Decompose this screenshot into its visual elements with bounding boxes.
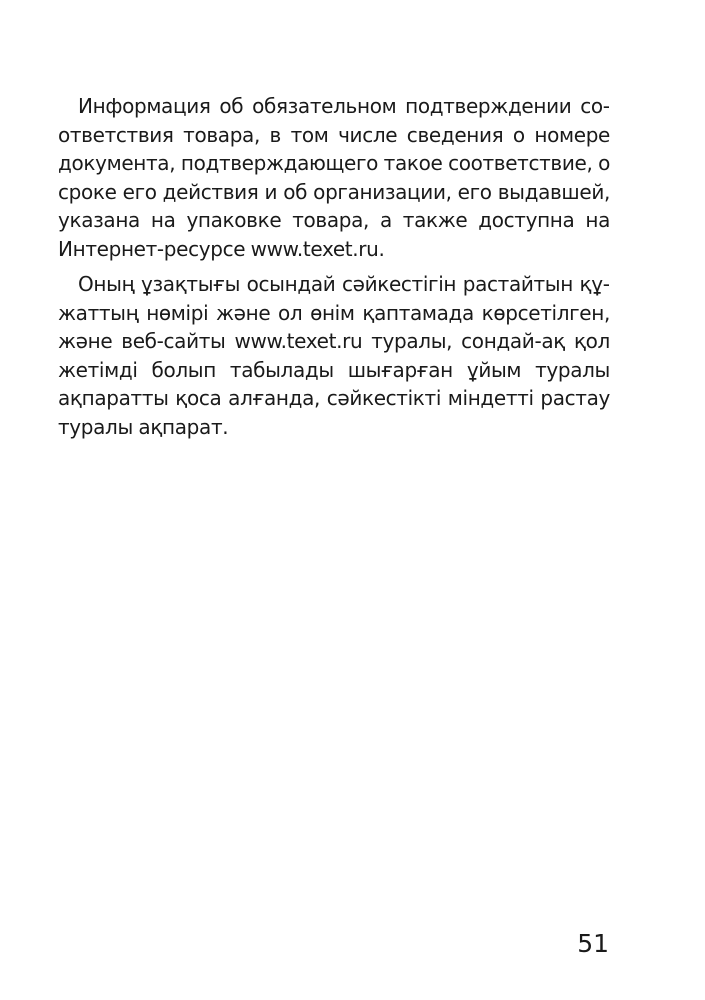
- paragraph-kazakh: Оның ұзақтығы осындай сәйкестігін растайтын құжаттың нөмірі және ол өнім қаптамада көрсетілген, және веб-сайты www.texet.ru туралы, сондай-ақ қол жетімді болып табылады шығарған ұйым туралы ақпаратты қоса алғанда, сәйкестікті міндетті растау туралы ақпарат.: [58, 272, 610, 439]
- page-number: 51: [577, 929, 609, 958]
- body-text: [58, 92, 610, 448]
- paragraph-russian: Информация об обязательном подтверждении соответствия товара, в том числе сведения о номере документа, подтверждающего такое соответствие, о сроке его действия и об организации, его выдавшей, указана на упаковке товара, а также доступна на Интернет-ресурсе www.texet.ru.: [58, 94, 610, 261]
